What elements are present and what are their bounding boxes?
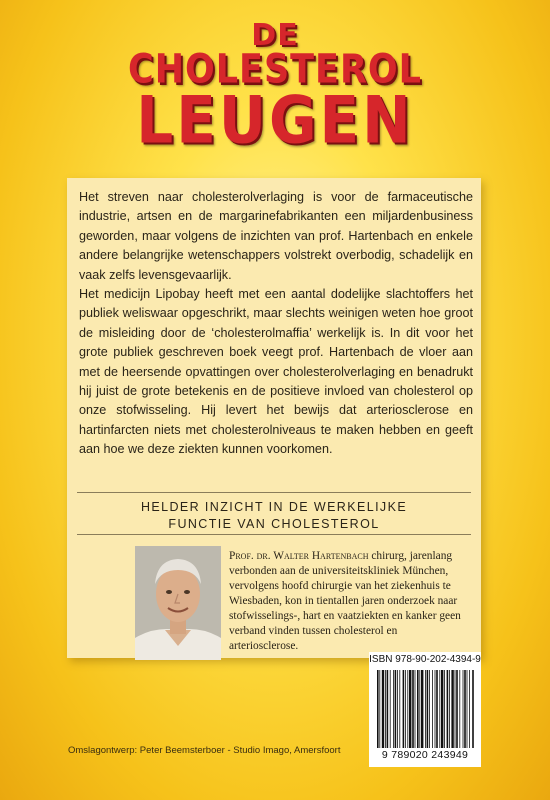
- tagline-line-1: HELDER INZICHT IN DE WERKELIJKE: [140, 500, 408, 514]
- barcode-bar: [472, 670, 474, 748]
- barcode-bar: [456, 670, 458, 748]
- barcode-bar: [397, 670, 398, 748]
- barcode-bar: [412, 670, 414, 748]
- barcode-bar: [417, 670, 419, 748]
- barcode-bar: [435, 670, 436, 748]
- barcode-bar: [399, 670, 400, 748]
- barcode-digits: 9 789020 243949: [381, 749, 469, 761]
- barcode-bar: [403, 670, 405, 748]
- isbn-label: ISBN 978-90-202-4394-9: [369, 654, 481, 665]
- barcode-bar: [467, 670, 468, 748]
- barcode-bar: [419, 670, 420, 748]
- barcode-bar: [390, 670, 391, 748]
- barcode-bar: [459, 670, 460, 748]
- barcode-bar: [444, 670, 445, 748]
- author-photo: [135, 546, 221, 660]
- isbn-barcode-block: [369, 652, 481, 767]
- barcode-bar: [393, 670, 394, 748]
- blurb-panel: [67, 178, 481, 658]
- barcode-bar: [432, 670, 433, 748]
- blurb-text: [79, 188, 473, 460]
- author-bio: [229, 549, 469, 654]
- barcode-bar: [455, 670, 456, 748]
- barcode-bar: [395, 670, 397, 748]
- barcode-bar: [377, 670, 379, 748]
- title-de: DE: [251, 18, 299, 53]
- barcode-bar: [415, 670, 416, 748]
- barcode-bar: [385, 670, 386, 748]
- barcode-bar: [425, 670, 426, 748]
- title-leugen: LEUGEN: [136, 81, 414, 159]
- barcode-bar: [439, 670, 440, 748]
- barcode-bar: [421, 670, 423, 748]
- title-cholesterol: CHOLESTEROL: [128, 47, 422, 93]
- barcode-bar: [469, 670, 470, 748]
- barcode-bar: [407, 670, 408, 748]
- barcode-bar: [379, 670, 380, 748]
- barcode-bar: [429, 670, 430, 748]
- barcode-bar: [382, 670, 384, 748]
- blurb-paragraph-1: Het streven naar cholesterolverlaging is voor de farmaceutische industrie, artsen en de margarinefabrikanten een miljardenbusiness geworden, maar volgens de inzichten van prof. Hartenbach en enkele andere belangrijke wetenschappers volstrekt overbodig, schadelijk en vaak zelfs levensgevaarlijk.: [79, 190, 473, 282]
- barcode-bar: [441, 670, 443, 748]
- barcode: [375, 670, 475, 748]
- author-bio-text: chirurg, jarenlang verbonden aan de universiteitskliniek München, vervolgens hoofd chirurgie van het ziekenhuis te Wiesbaden, kon in tientallen jaren onderzoek naar stofwisselings-, hart en vaatziekten en kanker geen verband vinden tussen cholesterol en arteriosclerose.: [229, 550, 461, 652]
- barcode-bar: [451, 670, 453, 748]
- tagline: [67, 499, 481, 533]
- barcode-bar: [464, 670, 466, 748]
- barcode-bar: [449, 670, 450, 748]
- barcode-bar: [405, 670, 406, 748]
- divider-top: [77, 492, 471, 493]
- cover-design-credit: Omslagontwerp: Peter Beemsterboer - Studio Imago, Amersfoort: [68, 745, 341, 756]
- tagline-line-2: FUNCTIE VAN CHOLESTEROL: [168, 517, 380, 531]
- blurb-paragraph-2: Het medicijn Lipobay heeft met een aantal dodelijke slachtoffers het publiek weliswaar opgeschrikt, maar slechts weinigen weten hoe groot de misleiding door de ‘cholesterolmaffia’ werkelijk is. In dit voor het grote publiek geschreven boek veegt prof. Hartenbach de vloer aan met de heersende opvattingen over cholesterolverlaging en benadrukt hij juist de grote betekenis en de positieve invloed van cholesterol op onze stofwisseling. Hij levert het bewijs dat arteriosclerose en hartinfarcten niets met cholesterolniveaus te maken hebben en geeft aan hoe we deze ziekten kunnen voorkomen.: [79, 287, 473, 457]
- barcode-bar: [436, 670, 438, 748]
- author-name: Prof. dr. Walter Hartenbach: [229, 550, 369, 562]
- barcode-bar: [427, 670, 429, 748]
- barcode-bar: [387, 670, 389, 748]
- barcode-bar: [447, 670, 449, 748]
- divider-bottom: [77, 534, 471, 535]
- barcode-bar: [463, 670, 464, 748]
- barcode-bar: [409, 670, 411, 748]
